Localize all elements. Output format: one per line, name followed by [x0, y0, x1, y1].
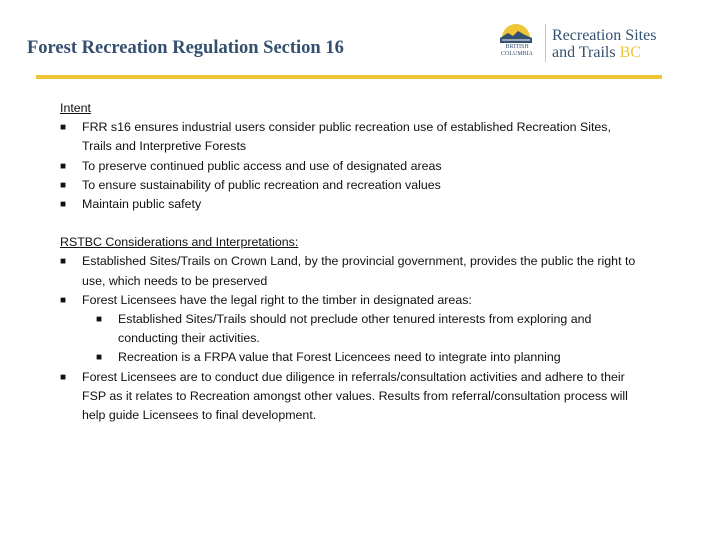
square-bullet-icon: ■: [60, 179, 67, 191]
sub-list-item: ■ Recreation is a FRPA value that Forest Licencees need to integrate into planning: [96, 348, 640, 367]
brand-line1: Recreation Sites: [552, 27, 657, 44]
list-item: ■ Forest Licensees are to conduct due diligence in referrals/consultation activities and adhere to their FSP as it relates to Recreation amongst other values. Results from referral/consultation process will help guide Licensees to final development.: [60, 369, 628, 423]
slide-title: Forest Recreation Regulation Section 16: [27, 38, 344, 58]
list-item: ■ Maintain public safety: [60, 195, 640, 214]
crest-text-line2: COLUMBIA: [500, 50, 533, 57]
sub-list: [96, 310, 640, 368]
square-bullet-icon: ■: [60, 256, 67, 268]
considerations-heading: RSTBC Considerations and Interpretations:: [60, 235, 299, 250]
bc-sun-crest-icon: [498, 24, 534, 44]
sub-list-item: ■ Established Sites/Trails should not preclude other tenured interests from exploring and conducting their activities.: [96, 312, 592, 346]
brand-bc: BC: [619, 44, 641, 61]
crest-text-line1: BRITISH: [505, 44, 529, 50]
slide-body: [60, 99, 640, 425]
brand-line2: and Trails: [552, 44, 616, 61]
list-item: ■ To preserve continued public access and use of designated areas: [60, 157, 640, 176]
square-bullet-icon: ■: [96, 314, 103, 326]
list-item: ■ Forest Licensees have the legal right to the timber in designated areas: ■ Established Sites/Trails should not preclude other tenured interests from exploring and conducting their activities. ■ Recreation is a FRPA value that Forest Licencees need to integrate into planning: [60, 291, 640, 368]
intent-heading: Intent: [60, 101, 92, 115]
intent-list: [60, 118, 640, 214]
square-bullet-icon: ■: [60, 160, 67, 172]
list-item: ■ To ensure sustainability of public recreation and recreation values: [60, 176, 640, 195]
title-underline-rule: [36, 75, 662, 79]
logo-divider: [545, 24, 546, 62]
square-bullet-icon: ■: [60, 199, 67, 211]
square-bullet-icon: ■: [96, 352, 103, 364]
list-item: ■ FRR s16 ensures industrial users consider public recreation use of established Recreation Sites, Trails and Interpretive Forests: [60, 120, 611, 154]
considerations-list: [60, 252, 640, 425]
square-bullet-icon: ■: [60, 294, 67, 306]
rstbc-logo: [494, 22, 669, 66]
list-item: ■ Established Sites/Trails on Crown Land, by the provincial government, provides the public the right to use, which needs to be preserved: [60, 254, 636, 288]
square-bullet-icon: ■: [60, 122, 67, 134]
square-bullet-icon: ■: [60, 371, 67, 383]
